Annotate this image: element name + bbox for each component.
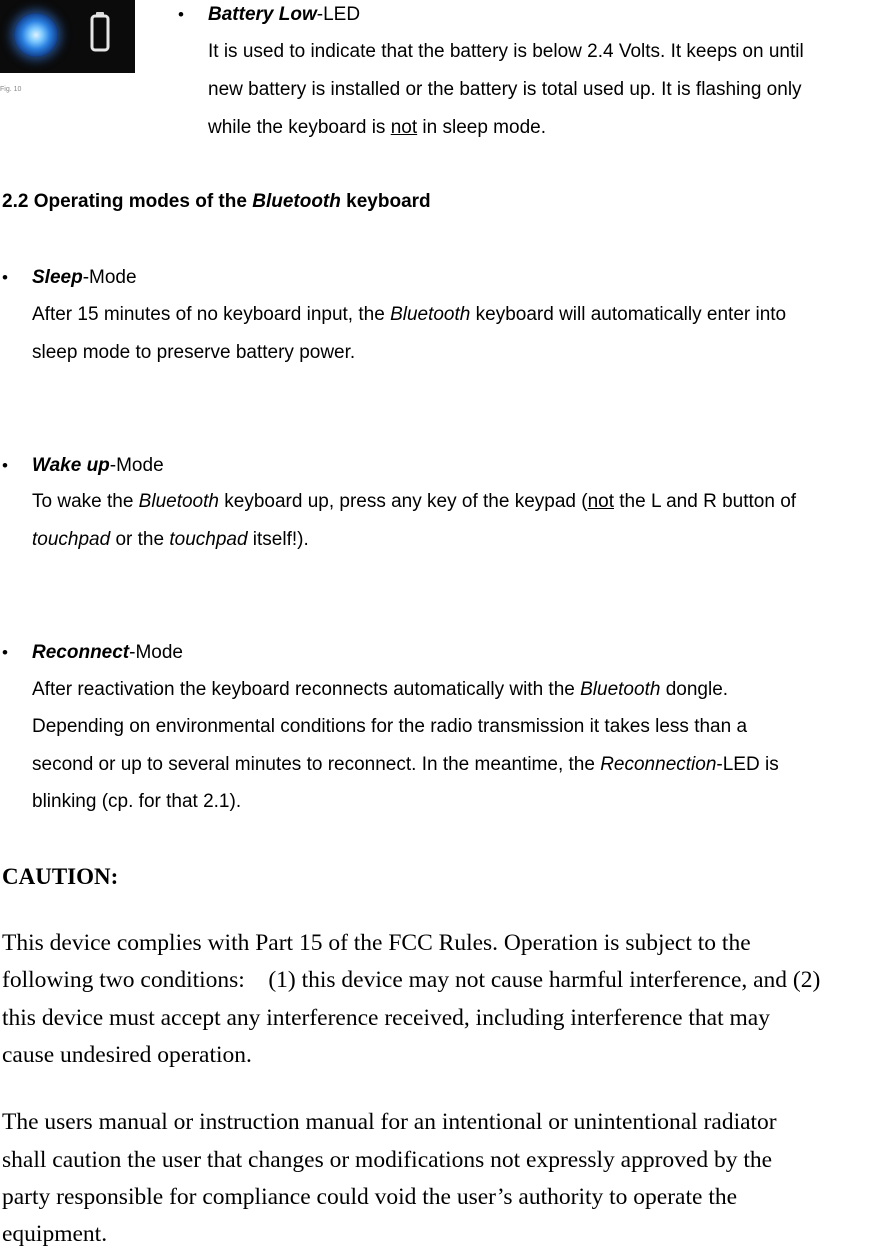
italic-text: touchpad bbox=[169, 529, 248, 550]
text: keyboard bbox=[340, 191, 431, 212]
caution-paragraph-1-line-2: following two conditions: (1) this device may not cause harmful interference, and (2) bbox=[2, 967, 821, 993]
figure-caption: Fig. 10 bbox=[0, 86, 22, 93]
bullet bbox=[2, 641, 8, 665]
led-figure-image bbox=[0, 0, 135, 73]
caution-paragraph-1-line-4: cause undesired operation. bbox=[2, 1042, 252, 1068]
italic-text: Bluetooth bbox=[390, 304, 471, 325]
wakeup-title-text: Wake up bbox=[32, 455, 110, 476]
reconnect-title-text: Reconnect bbox=[32, 642, 130, 663]
section-heading bbox=[2, 190, 431, 214]
wakeup-line-1 bbox=[32, 490, 796, 514]
battery-low-title-text: Battery Low bbox=[208, 4, 317, 25]
italic-text: Bluetooth bbox=[252, 191, 341, 212]
text: dongle. bbox=[660, 679, 729, 700]
wakeup-mode-title bbox=[32, 454, 164, 478]
bullet-glyph: • bbox=[2, 268, 8, 287]
caution-paragraph-2-line-3: party responsible for compliance could void the user’s authority to operate the bbox=[2, 1184, 738, 1210]
wakeup-line-2 bbox=[32, 528, 309, 552]
reconnect-line-3 bbox=[32, 753, 779, 777]
italic-text: Bluetooth bbox=[580, 679, 661, 700]
sleep-line-2: sleep mode to preserve battery power. bbox=[32, 342, 356, 363]
text: itself!). bbox=[247, 529, 309, 550]
caution-heading: CAUTION: bbox=[2, 864, 119, 889]
text: in sleep mode. bbox=[417, 117, 546, 138]
reconnect-line-2: Depending on environmental conditions for the radio transmission it takes less than a bbox=[32, 716, 748, 737]
text: the L and R button of bbox=[614, 491, 797, 512]
battery-icon bbox=[90, 12, 110, 52]
caution-paragraph-2-line-2: shall caution the user that changes or modifications not expressly approved by the bbox=[2, 1147, 773, 1173]
caution-paragraph-1-line-3: this device must accept any interference received, including interference that may bbox=[2, 1005, 770, 1031]
bullet-glyph: • bbox=[2, 456, 8, 475]
caution-paragraph-2-line-4: equipment. bbox=[2, 1221, 108, 1247]
sleep-line-1 bbox=[32, 303, 786, 327]
battery-low-line-3 bbox=[208, 116, 546, 140]
reconnect-suffix: -Mode bbox=[129, 642, 183, 663]
text: After 15 minutes of no keyboard input, the bbox=[32, 304, 391, 325]
reconnect-line-1 bbox=[32, 678, 728, 702]
underlined-text: not bbox=[390, 117, 418, 138]
bullet: • bbox=[178, 5, 184, 24]
text: To wake the bbox=[32, 491, 139, 512]
bullet-glyph: • bbox=[2, 643, 8, 662]
text: while the keyboard is bbox=[208, 117, 391, 138]
text: or the bbox=[110, 529, 170, 550]
battery-low-suffix: -LED bbox=[316, 4, 361, 25]
underlined-text: not bbox=[587, 491, 614, 512]
sleep-mode-title bbox=[32, 266, 137, 290]
sleep-suffix: -Mode bbox=[82, 267, 137, 288]
sleep-title-text: Sleep bbox=[32, 267, 83, 288]
text: second or up to several minutes to reconnect. In the meantime, the bbox=[32, 754, 601, 775]
battery-low-heading bbox=[178, 3, 184, 27]
caution-paragraph-2-line-1: The users manual or instruction manual for an intentional or unintentional radiator bbox=[2, 1109, 777, 1135]
reconnect-mode-title bbox=[32, 641, 183, 665]
bullet bbox=[2, 266, 8, 290]
italic-text: touchpad bbox=[32, 529, 111, 550]
italic-text: Reconnection bbox=[600, 754, 717, 775]
text: 2.2 Operating modes of the bbox=[2, 191, 253, 212]
battery-low-line-1: It is used to indicate that the battery is below 2.4 Volts. It keeps on until bbox=[208, 41, 804, 62]
wakeup-suffix: -Mode bbox=[109, 455, 164, 476]
italic-text: Bluetooth bbox=[138, 491, 219, 512]
blue-led-icon bbox=[14, 13, 58, 57]
text: keyboard up, press any key of the keypad ( bbox=[218, 491, 588, 512]
battery-low-line-2: new battery is installed or the battery is total used up. It is flashing only bbox=[208, 79, 802, 100]
text: -LED is bbox=[716, 754, 779, 775]
text: keyboard will automatically enter into bbox=[470, 304, 787, 325]
battery-low-title bbox=[208, 3, 360, 27]
bullet bbox=[2, 454, 8, 478]
text: After reactivation the keyboard reconnects automatically with the bbox=[32, 679, 581, 700]
reconnect-line-4: blinking (cp. for that 2.1). bbox=[32, 791, 242, 812]
caution-paragraph-1-line-1: This device complies with Part 15 of the FCC Rules. Operation is subject to the bbox=[2, 930, 751, 956]
